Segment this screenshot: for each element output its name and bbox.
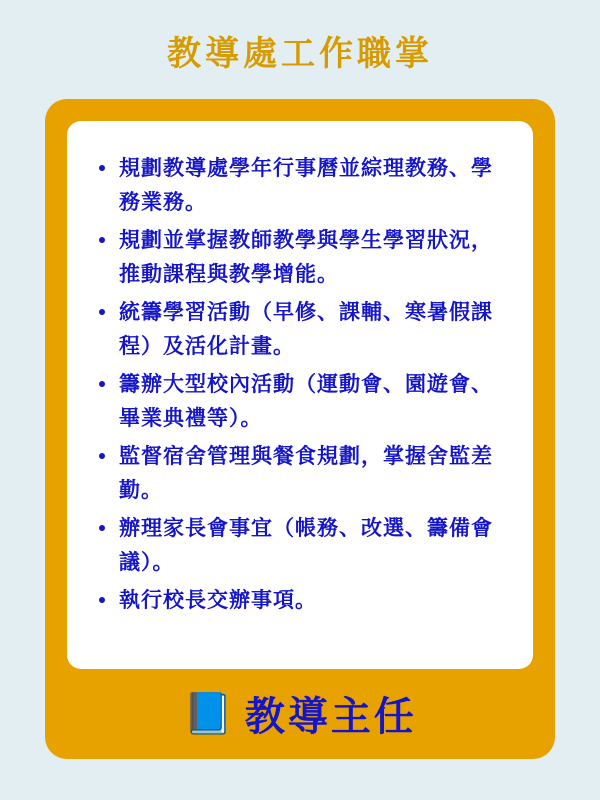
list-item: 辦理家長會事宜（帳務、改選、籌備會議）。	[93, 511, 507, 579]
duties-list	[93, 151, 507, 617]
footer-role-label: 教導主任	[244, 694, 417, 741]
page-title: 教導處工作職掌	[167, 34, 433, 74]
card-footer	[67, 669, 533, 759]
duties-panel	[67, 121, 533, 669]
duties-card	[45, 99, 555, 759]
list-item: 執行校長交辦事項。	[93, 583, 507, 617]
list-item: 籌辦大型校內活動（運動會、園遊會、畢業典禮等）。	[93, 367, 507, 435]
list-item: 監督宿舍管理與餐食規劃，掌握舍監差勤。	[93, 439, 507, 507]
list-item: 統籌學習活動（早修、課輔、寒暑假課程）及活化計畫。	[93, 295, 507, 363]
list-item: 規劃並掌握教師教學與學生學習狀況，推動課程與教學增能。	[93, 223, 507, 291]
list-item: 規劃教導處學年行事曆並綜理教務、學務業務。	[93, 151, 507, 219]
blue-book-icon: 📘	[183, 691, 233, 736]
